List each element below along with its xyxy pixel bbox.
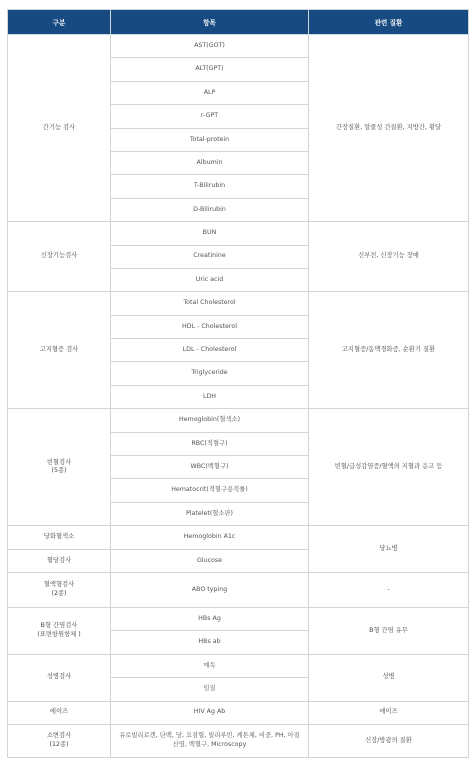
category-sublabel: (12종): [49, 740, 69, 748]
table-row: [8, 222, 469, 245]
table-row: [8, 607, 469, 630]
category-label: 빈혈검사: [46, 458, 72, 466]
item-cell: LDL - Cholesterol: [111, 339, 309, 362]
disease-cell: 빈혈/급성감염증/혈액의 지혈과 응고 등: [309, 409, 469, 526]
category-cell: 혈당검사: [8, 549, 111, 572]
table-row: [8, 292, 469, 315]
category-sublabel: (표면항원항체 ): [37, 630, 81, 638]
disease-cell: B형 간염 유무: [309, 607, 469, 654]
item-cell: Platelet(혈소판): [111, 502, 309, 525]
exam-table-container: [7, 9, 468, 758]
category-cell: 간기능 검사: [8, 35, 111, 222]
item-cell: HBs ab: [111, 631, 309, 654]
item-cell: RBC(적혈구): [111, 432, 309, 455]
table-row: [8, 526, 469, 549]
item-cell: Creatinine: [111, 245, 309, 268]
item-cell: ALP: [111, 81, 309, 104]
item-cell: Hemoglobin A1c: [111, 526, 309, 549]
category-cell: 당화혈색소: [8, 526, 111, 549]
table-row: [8, 35, 469, 58]
item-cell: 임질: [111, 678, 309, 701]
disease-cell: 당뇨병: [309, 526, 469, 573]
item-cell: Triglyceride: [111, 362, 309, 385]
item-cell: Total-protein: [111, 128, 309, 151]
item-cell: Hemoglobin(혈색소): [111, 409, 309, 432]
table-row: [8, 572, 469, 607]
table-row: [8, 409, 469, 432]
disease-cell: 신장/방광의 질환: [309, 724, 469, 757]
item-cell: r-GPT: [111, 105, 309, 128]
item-cell: T-Bilirubin: [111, 175, 309, 198]
category-cell: [8, 724, 111, 757]
header-item: 항목: [111, 10, 309, 35]
header-disease: 관련 질환: [309, 10, 469, 35]
category-sublabel: (2종): [51, 589, 67, 597]
category-cell: [8, 572, 111, 607]
category-cell: 성병검사: [8, 654, 111, 701]
item-cell: HIV Ag Ab: [111, 701, 309, 724]
item-cell: LDH: [111, 385, 309, 408]
item-cell: D-Bilirubin: [111, 198, 309, 221]
category-label: 소변검사: [46, 732, 72, 740]
item-cell: BUN: [111, 222, 309, 245]
disease-cell: 성병: [309, 654, 469, 701]
category-cell: [8, 409, 111, 526]
table-row: [8, 701, 469, 724]
item-cell: 유로빌리로겐, 단백, 당, 요잠혈, 빌리루빈, 케톤체, 비중, PH, 아질산염, 백혈구, Microscopy: [111, 724, 309, 757]
item-cell: HDL - Cholesterol: [111, 315, 309, 338]
category-label: 혈액형검사: [43, 581, 75, 589]
disease-cell: 에이즈: [309, 701, 469, 724]
item-cell: AST(GOT): [111, 35, 309, 58]
category-cell: [8, 607, 111, 654]
category-cell: 고지혈증 검사: [8, 292, 111, 409]
item-cell: Uric acid: [111, 268, 309, 291]
disease-cell: -: [309, 572, 469, 607]
item-cell: Hematocrit(적혈구용적률): [111, 479, 309, 502]
item-cell: ALT(GPT): [111, 58, 309, 81]
disease-cell: 고지혈증/동맥경화증, 순환기 질환: [309, 292, 469, 409]
category-label: B형 간염검사: [40, 622, 78, 630]
item-cell: ABO typing: [111, 572, 309, 607]
table-row: [8, 724, 469, 757]
item-cell: Albumin: [111, 151, 309, 174]
disease-cell: 간장질환, 알콜성 간질환, 지방간, 황달: [309, 35, 469, 222]
item-cell: 매독: [111, 654, 309, 677]
disease-cell: 신부전, 신장기능 장애: [309, 222, 469, 292]
item-cell: WBC(백혈구): [111, 456, 309, 479]
table-header-row: [8, 10, 469, 35]
category-cell: 신장기능검사: [8, 222, 111, 292]
header-category: 구분: [8, 10, 111, 35]
table-row: [8, 654, 469, 677]
item-cell: HBs Ag: [111, 607, 309, 630]
category-cell: 에이즈: [8, 701, 111, 724]
item-cell: Total Cholesterol: [111, 292, 309, 315]
category-sublabel: (5종): [51, 467, 67, 475]
item-cell: Glucose: [111, 549, 309, 572]
health-exam-table: [7, 9, 469, 758]
